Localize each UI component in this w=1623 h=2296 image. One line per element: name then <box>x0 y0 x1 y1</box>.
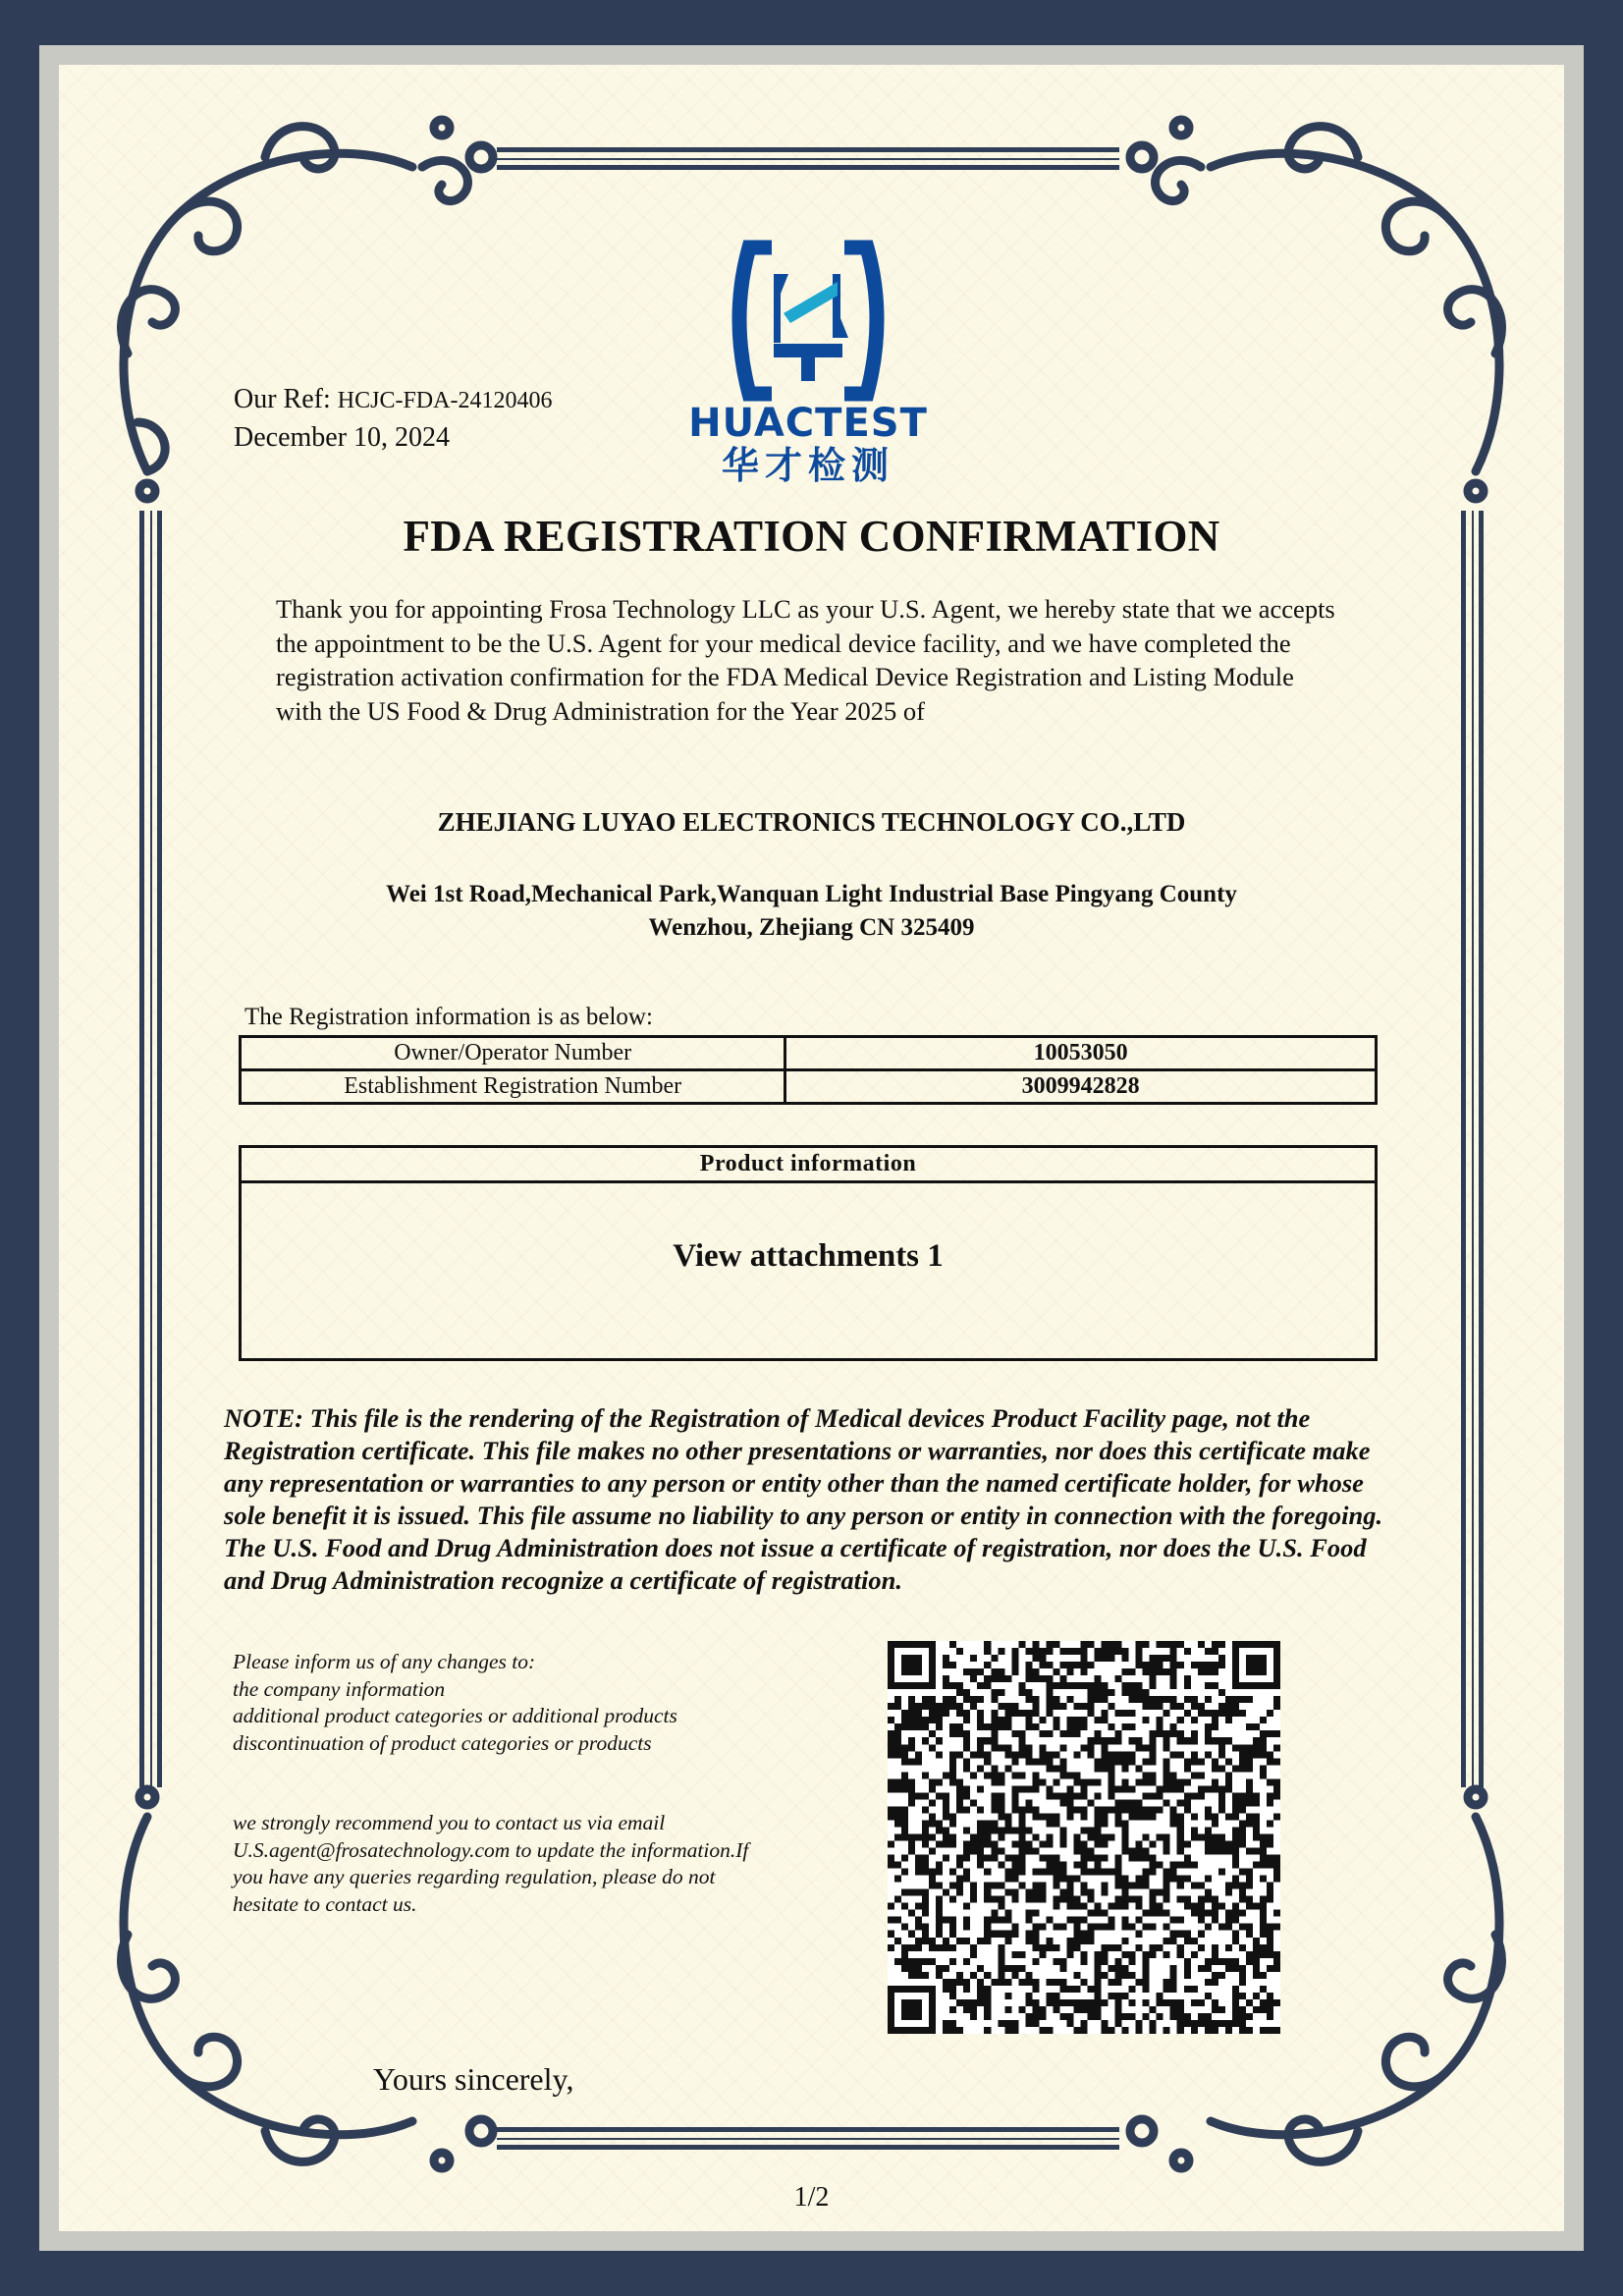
top-border-line <box>497 158 1119 160</box>
qr-modules <box>888 1641 1280 2034</box>
bottom-border-line <box>497 2138 1119 2140</box>
contact-email-line[interactable]: U.S.agent@frosatechnology.com to update the information.If <box>233 1837 749 1862</box>
product-information-box <box>239 1145 1378 1361</box>
left-border-line <box>157 511 162 1787</box>
intro-paragraph: Thank you for appointing Frosa Technology LLC as your U.S. Agent, we hereby state that we accepts the appointment to be the U.S. Agent for your medical device facility, and we have completed the registration activation confirmation for the FDA Medical Device Registration and Listing Module with the US Food & Drug Administration for the Year 2025 of <box>276 594 1335 726</box>
product-header: Product information <box>242 1148 1375 1183</box>
left-border-line <box>150 511 152 1787</box>
right-border-line <box>1461 511 1466 1787</box>
registration-label: The Registration information is as below: <box>244 1004 653 1030</box>
changes-line: Please inform us of any changes to: <box>233 1650 536 1673</box>
ref-value: HCJC-FDA-24120406 <box>337 388 553 413</box>
field-value: 10053050 <box>785 1037 1377 1070</box>
left-border-line <box>139 511 144 1787</box>
page-title: FDA REGISTRATION CONFIRMATION <box>403 512 1220 561</box>
corner-ornament-top-right <box>1122 98 1535 511</box>
field-name: Owner/Operator Number <box>241 1037 785 1070</box>
right-border-line <box>1479 511 1484 1787</box>
date: December 10, 2024 <box>234 422 451 453</box>
contact-line: hesitate to contact us. <box>233 1891 417 1916</box>
company-address <box>0 878 1623 945</box>
view-attachments-link[interactable]: View attachments 1 <box>673 1238 944 1274</box>
bottom-border-line <box>497 2145 1119 2150</box>
company-name: ZHEJIANG LUYAO ELECTRONICS TECHNOLOGY CO.,LTD <box>437 807 1186 837</box>
page-number: 1/2 <box>793 2182 830 2213</box>
changes-line: the company information <box>233 1676 446 1701</box>
changes-line: discontinuation of product categories or products <box>233 1730 652 1755</box>
changes-line: additional product categories or additional products <box>233 1704 677 1727</box>
contact-line: you have any queries regarding regulation, please do not <box>233 1865 716 1888</box>
huactest-logo <box>680 240 936 487</box>
logo-chinese-name: 华才检测 <box>721 444 894 487</box>
top-border-line <box>497 165 1119 170</box>
contact-info <box>233 1810 748 1918</box>
contact-line: we strongly recommend you to contact us via email <box>233 1811 666 1834</box>
field-name: Establishment Registration Number <box>241 1070 785 1104</box>
table-row <box>241 1037 1377 1070</box>
address-line-1: Wei 1st Road,Mechanical Park,Wanquan Light Industrial Base Pingyang County <box>386 881 1237 907</box>
ref-label: Our Ref: <box>234 384 331 414</box>
changes-list <box>233 1649 677 1757</box>
registration-table <box>239 1035 1378 1105</box>
table-row <box>241 1070 1377 1104</box>
top-border-line <box>497 147 1119 152</box>
logo-name: HUACTEST <box>688 401 928 446</box>
disclaimer-note: NOTE: This file is the rendering of the Registration of Medical devices Product Facility page, not the Registration certificate. This file makes no other presentations or warranties, nor does this certificate make any representation or warranties to any person or entity other than the named certificate holder, for whose sole benefit it is issued. This file assume no liability to any person or entity in connection with the foregoing. The U.S. Food and Drug Administration does not issue a certificate of registration, nor does the U.S. Food and Drug Administration recognize a certificate of registration. <box>224 1403 1383 1595</box>
reference-block <box>234 381 552 457</box>
address-line-2: Wenzhou, Zhejiang CN 325409 <box>648 914 975 941</box>
field-value: 3009942828 <box>785 1070 1377 1104</box>
closing: Yours sincerely, <box>373 2061 574 2097</box>
bottom-border-line <box>497 2127 1119 2132</box>
right-border-line <box>1472 511 1474 1787</box>
qr-code[interactable] <box>888 1641 1280 2034</box>
huactest-logo-mark-icon <box>725 240 892 402</box>
